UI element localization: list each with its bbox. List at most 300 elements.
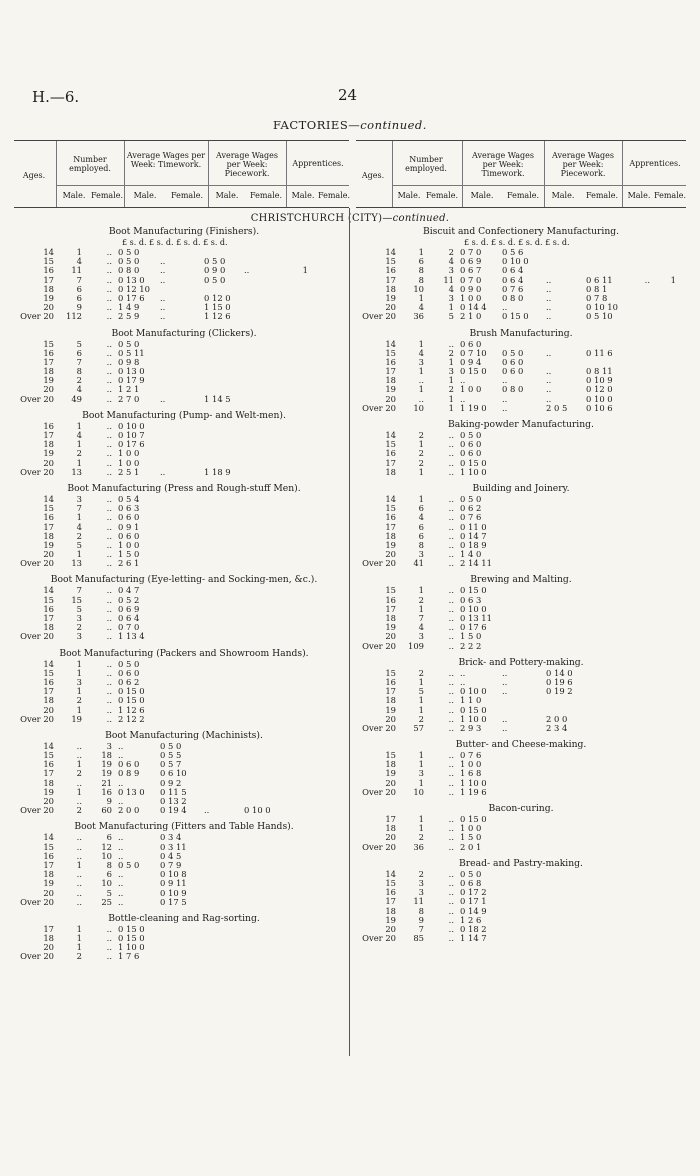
table-row [356,788,686,797]
cell-age: 20 [385,302,396,313]
table-row [356,550,686,559]
cell-female: .. [106,686,112,697]
cell-male: 3 [76,676,82,687]
table-row [356,541,686,550]
cell-male: 9 [76,302,82,313]
cell-tm: 0 15 0 [460,704,487,715]
cell-tm: 0 15 0 [118,923,145,934]
cell-tf: .. [502,393,508,404]
cell-age: 17 [43,274,54,285]
cell-male: 4 [418,622,424,633]
cell-age: 17 [385,274,396,285]
cell-female: .. [448,338,454,349]
table-row [356,449,686,458]
cell-male: 8 [418,265,424,276]
cell-age: 19 [43,292,54,303]
cell-age: 15 [43,667,54,678]
cell-tm: 2 1 0 [460,311,482,322]
cell-pm: .. [546,393,552,404]
industry-section [356,803,686,852]
cell-female: .. [106,430,112,440]
table-row [356,312,686,321]
cell-age: 14 [43,658,54,669]
cell-male: 10 [413,402,424,413]
cell-male: 1 [76,686,82,697]
cell-pf: 0 5 10 [586,311,613,322]
table-row [356,623,686,632]
cell-female: .. [106,302,112,313]
cell-female: 2 [448,347,454,358]
cell-pf: 0 10 0 [586,393,613,404]
cell-male: .. [76,777,82,788]
cell-female: .. [448,521,454,532]
header-female: Female. [585,191,619,200]
cell-male: 13 [71,558,82,569]
cell-age: 18 [385,283,396,294]
cell-female: .. [106,603,112,614]
cell-female: 1 [448,302,454,313]
table-row [356,404,686,413]
cell-female: 1 [448,356,454,367]
cell-female: 11 [443,274,454,285]
section-title: Biscuit and Confectionery Manufacturing. [422,226,620,237]
cell-male: 1 [76,512,82,523]
cell-tm: .. [460,667,466,678]
cell-female: .. [448,841,454,852]
cell-pm: 2 3 4 [546,722,568,733]
cell-tm: .. [118,777,124,788]
cell-age: 18 [43,869,54,880]
cell-tm: 0 8 0 [118,265,140,276]
cell-female: 3 [448,265,454,276]
cell-female: .. [106,585,112,596]
industry-section [14,730,354,816]
cell-tm: 1 0 0 [460,384,482,395]
cell-female: .. [448,868,454,879]
cell-pf: 0 11 6 [586,347,613,358]
cell-male: 3 [418,877,424,888]
cell-tf: 0 7 6 [502,283,524,294]
cell-tm: 0 5 11 [118,347,145,358]
cell-male: 11 [413,896,424,907]
cell-tm: 0 9 4 [460,356,482,367]
industry-section [356,657,686,733]
cell-age: 15 [385,667,396,678]
cell-age: 18 [43,622,54,633]
cell-tm: 0 6 0 [118,530,140,541]
cell-pm: 0 19 6 [546,676,573,687]
cell-tm: 0 6 2 [118,676,140,687]
cell-female: .. [448,750,454,761]
cell-tf: .. [502,667,508,678]
cell-female: .. [448,823,454,834]
table-row [14,559,354,568]
cell-age: 16 [43,603,54,614]
cell-male: 112 [66,311,82,322]
cell-age: 16 [385,356,396,367]
cell-female: .. [106,923,112,934]
cell-age: 14 [385,493,396,504]
header-female: Female. [425,191,459,200]
cell-female: .. [106,274,112,285]
industry-section [14,913,354,962]
table-row [14,715,354,724]
cell-female: 1 [448,393,454,404]
cell-pm: 0 12 0 [204,292,231,303]
section-title: Butter- and Cheese-making. [455,739,587,751]
cell-age: 19 [385,539,396,550]
cell-tm: 0 7 0 [118,622,140,633]
table-row [356,751,686,760]
table-row [356,367,686,376]
section-title: Boot Manufacturing (Packers and Showroom Hands). [59,647,309,659]
cell-tf: 0 6 4 [502,274,524,285]
cell-female: .. [106,393,112,404]
cell-female: .. [106,247,112,257]
cell-male: 1 [418,466,424,477]
header-female: Female. [318,191,351,200]
cell-female: 16 [101,786,112,797]
cell-tm: 1 13 4 [118,631,145,642]
cell-tm: 0 10 0 [460,686,487,697]
cell-tf: 0 10 0 [502,256,529,267]
table-row [356,760,686,769]
cell-pm: 0 14 0 [546,667,573,678]
table-row [14,340,354,349]
cell-female: .. [448,896,454,907]
header-piecework: Average Wages per Week: Piecework. [216,151,278,178]
cell-age: 16 [385,265,396,276]
cell-female: .. [448,457,454,468]
cell-female: 3 [448,366,454,377]
cell-pm: .. [546,375,552,386]
table-row [14,605,354,614]
cell-age: 17 [43,356,54,367]
cell-pm: .. [204,805,210,816]
cell-age: 18 [385,530,396,541]
cell-tm: 0 5 0 [460,430,482,440]
cell-tm: 1 5 0 [460,631,482,642]
cell-female: .. [448,686,454,697]
table-row [14,523,354,532]
cell-age: 16 [385,594,396,605]
cell-female: 19 [101,768,112,779]
cell-tf: .. [160,466,166,477]
cell-female: .. [106,631,112,642]
table-row [356,395,686,404]
cell-tm: .. [460,393,466,404]
cell-age: 15 [43,256,54,267]
cell-pm: 1 15 0 [204,302,231,313]
cell-female: 2 [448,247,454,257]
table-row [14,459,354,468]
cell-tm: 2 0 1 [460,841,482,852]
table-row [14,513,354,522]
table-row [356,824,686,833]
cell-pm: .. [546,384,552,395]
header-female: Female. [90,191,124,200]
header-ages: Ages. [22,171,46,180]
cell-male: 15 [71,594,82,605]
cell-female: .. [106,613,112,623]
cell-pf: 0 8 1 [586,283,608,294]
cell-age: 17 [385,896,396,907]
table-row [14,943,354,952]
cell-male: 1 [76,942,82,953]
table-row [356,769,686,778]
cell-tm: 0 17 1 [460,896,487,907]
cell-age: Over 20 [362,402,396,413]
cell-male: 1 [418,493,424,504]
cell-pf: 0 10 0 [244,805,271,816]
industry-section [356,226,686,322]
table-row [14,852,354,861]
table-row [356,385,686,394]
cell-age: 16 [43,265,54,276]
table-row [14,495,354,504]
cell-male: 3 [418,549,424,560]
table-row [14,358,354,367]
cell-tm: 0 6 0 [460,338,482,349]
cell-tm: 1 19 6 [460,786,487,797]
cell-tm: 1 4 9 [118,302,140,313]
section-title: Boot Manufacturing (Finishers). [108,226,260,237]
cell-tm: 0 5 0 [118,338,140,349]
header-number-employed: Number employed. [69,155,111,173]
cell-female: .. [448,722,454,733]
cell-tm: 1 0 0 [118,448,140,459]
cell-tm: 2 14 11 [460,558,492,569]
table-row [14,769,354,778]
cell-age: 18 [385,905,396,916]
cell-female: .. [106,375,112,386]
table-row [356,504,686,513]
cell-female: .. [106,338,112,349]
table-row [14,468,354,477]
cell-tm: 1 10 0 [460,713,487,724]
cell-tf: 0 6 0 [502,356,524,367]
cell-tm: 0 6 0 [460,439,482,450]
cell-male: 4 [76,430,82,440]
cell-female: .. [448,877,454,888]
cell-male: 7 [418,923,424,934]
cell-female: .. [106,503,112,514]
cell-age: 16 [43,850,54,861]
cell-female: .. [106,311,112,322]
header-apprentices: Apprentices. [629,159,681,168]
cell-age: 14 [385,868,396,879]
industry-section [14,226,354,322]
cell-male: 5 [76,603,82,614]
cell-female: .. [448,832,454,843]
cell-tm: 0 11 0 [460,521,487,532]
header-male: Male. [397,191,421,200]
cell-male: 2 [418,430,424,440]
cell-female: .. [448,887,454,898]
cell-age: 18 [43,283,54,294]
table-row [356,815,686,824]
cell-male: 6 [76,292,82,303]
table-row [356,907,686,916]
cell-male: 2 [76,530,82,541]
cell-tm: 0 5 4 [118,493,140,504]
cell-male: 2 [76,768,82,779]
cell-age: 17 [385,366,396,377]
cell-tm: 0 15 0 [118,933,145,944]
cell-male: 10 [413,786,424,797]
cell-age: 15 [43,338,54,349]
section-title: Boot Manufacturing (Pump- and Welt-men). [82,409,286,421]
cell-age: 20 [385,549,396,560]
cell-tf: .. [160,292,166,303]
cell-tm: 0 9 1 [118,521,140,532]
cell-female: .. [448,503,454,514]
cell-male: 2 [76,951,82,962]
table-row [356,678,686,687]
table-row [356,888,686,897]
cell-male: 1 [76,247,82,257]
cell-male: 2 [418,594,424,605]
cell-age: 17 [43,430,54,440]
cell-female: 25 [101,896,112,907]
cell-tf: .. [160,265,166,276]
cell-tf: 0 9 11 [160,878,187,889]
cell-male: 11 [71,265,82,276]
cell-tm: 0 13 0 [118,786,145,797]
cell-tm: .. [118,850,124,861]
industry-section [356,328,686,414]
cell-age: 14 [385,430,396,440]
cell-age: 15 [43,841,54,852]
cell-pm: 1 18 9 [204,466,231,477]
header-number-employed: Number employed. [405,155,447,173]
cell-male: 2 [418,448,424,459]
cell-male: 2 [418,457,424,468]
cell-age: 15 [43,750,54,761]
table-row [356,532,686,541]
cell-age: 19 [385,622,396,633]
cell-tm: 0 5 2 [118,594,140,605]
cell-tm: 1 6 8 [460,768,482,779]
cell-tm: 0 6 2 [460,503,482,514]
cell-age: 20 [385,923,396,934]
cell-tm: 2 2 2 [460,640,482,651]
table-row [14,596,354,605]
cell-tm: .. [118,796,124,806]
industry-section [356,574,686,650]
section-title: Brewing and Malting. [470,574,572,586]
table-row [356,294,686,303]
cell-pm: .. [546,283,552,294]
title-main: FACTORIES— [273,118,361,132]
cell-age: Over 20 [20,896,54,907]
cell-tm: 0 9 8 [118,356,140,367]
cell-tm: 0 13 0 [118,274,145,285]
industry-section [14,574,354,641]
table-row [356,879,686,888]
table-row [356,431,686,440]
cell-male: 2 [76,375,82,386]
section-title: Baking-powder Manufacturing. [448,419,594,430]
cell-tf: 0 13 2 [160,796,187,806]
cell-age: Over 20 [362,558,396,569]
table-row [14,614,354,623]
header-female: Female. [170,191,204,200]
cell-female: .. [448,558,454,569]
cell-male: 6 [76,347,82,358]
cell-male: 1 [418,439,424,450]
section-title: Brush Manufacturing. [469,327,573,339]
cell-tm: 0 14 7 [460,530,487,541]
cell-female: 4 [448,283,454,294]
table-row [14,898,354,907]
cell-tm: 0 5 0 [118,256,140,267]
cell-tm: 0 14 4 [460,302,487,313]
cell-tm: 2 9 3 [460,722,482,733]
cell-tm: 0 7 6 [460,750,482,761]
column-header-right [356,140,686,208]
table-row [14,660,354,669]
cell-male: .. [76,850,82,861]
cell-age: 19 [385,704,396,715]
cell-male: 36 [413,841,424,852]
cell-male: 6 [76,283,82,294]
cell-age: 20 [43,796,54,806]
cell-pm: 2 0 5 [546,402,568,413]
cell-tm: 0 6 7 [460,265,482,276]
cell-male: 6 [418,503,424,514]
cell-male: 5 [418,686,424,697]
table-row [356,605,686,614]
table-row [356,459,686,468]
cell-female: 2 [448,384,454,395]
cell-tm: 0 5 0 [118,658,140,669]
cell-pf: .. [244,265,250,276]
cell-tm: 0 15 0 [460,457,487,468]
cell-male: 1 [76,658,82,669]
cell-tf: .. [160,274,166,285]
table-row [14,742,354,751]
cell-tm: 1 2 1 [118,384,140,395]
cell-male: 1 [76,667,82,678]
cell-tm: 0 15 0 [118,686,145,697]
cell-tf: 0 5 6 [502,247,524,257]
cell-age: 18 [43,439,54,450]
table-row [14,623,354,632]
cell-age: 15 [385,256,396,267]
cell-male: 1 [418,759,424,770]
cell-female: .. [448,603,454,614]
table-row [14,843,354,852]
cell-age: 17 [385,814,396,824]
cell-female: .. [106,493,112,504]
table-row [356,724,686,733]
cell-age: 20 [43,457,54,468]
cell-male: 13 [71,466,82,477]
cell-tf: 0 8 0 [502,292,524,303]
cell-age: 19 [43,448,54,459]
cell-female: .. [106,549,112,560]
cell-male: .. [76,796,82,806]
cell-age: 16 [385,887,396,898]
cell-male: 2 [418,667,424,678]
cell-age: Over 20 [20,805,54,816]
cell-age: 15 [385,750,396,761]
header-male: Male. [215,191,239,200]
table-row [14,696,354,705]
industry-section [14,821,354,907]
table-row [14,706,354,715]
